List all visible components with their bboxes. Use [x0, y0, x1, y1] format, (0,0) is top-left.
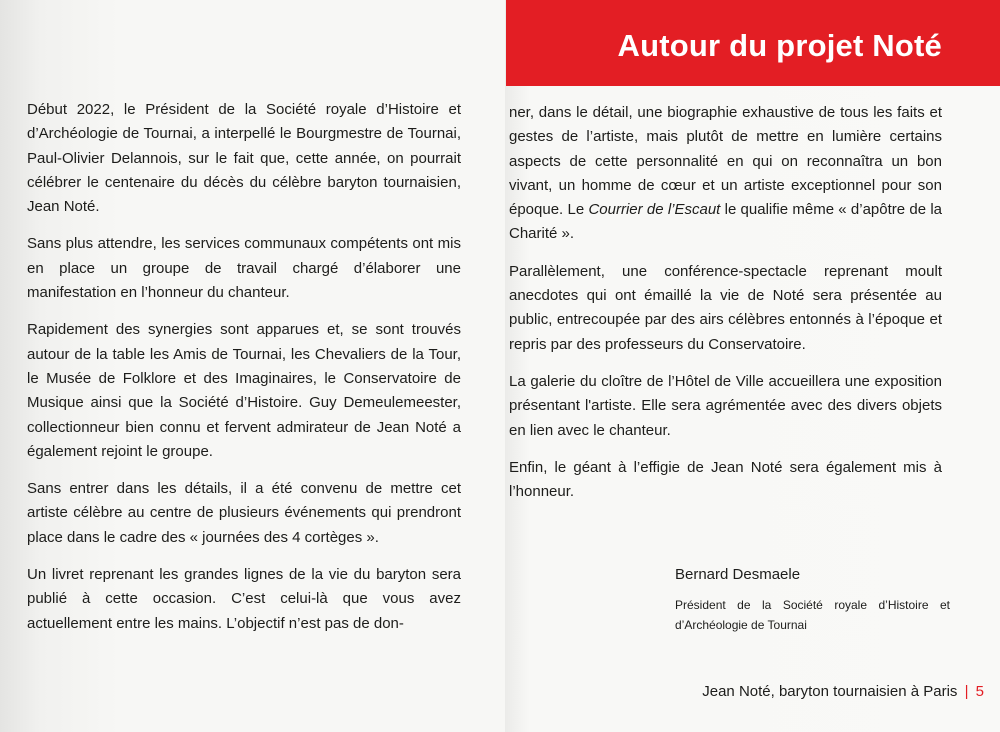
paragraph: Parallèlement, une conférence-spectacle reprenant moult anecdotes qui ont émaillé la vie de Noté sera présentée au public, entrecoupée par des airs célèbres entonnés à l’époque et repris par des professeurs du Conservatoire.	[509, 262, 942, 353]
title-banner	[506, 0, 1000, 86]
paragraph: Début 2022, le Président de la Société royale d’Histoire et d’Archéologie de Tournai, a interpellé le Bourgmestre de Tournai, Paul-Olivier Delannois, sur le fait que, cette année, on pourrait célébrer le centenaire du décès du célèbre baryton tournaisien, Jean Noté.	[27, 101, 461, 216]
paragraph: Sans plus attendre, les services communaux compétents ont mis en place un groupe de travail chargé d’élaborer une manifestation en l’honneur du chanteur.	[27, 235, 461, 302]
footer-separator: |	[964, 683, 969, 700]
paragraph-text: ner, dans le détail, une biographie exhaustive de tous les faits et gestes de l’artiste, mais plutôt de mettre en lumière certains aspects de cette personnalité en qui on reconnaîtra un bon vivant, un homme de cœur et un artiste exceptionnel pour son époque. Le	[509, 104, 942, 219]
paragraph-text: le qualifie même « d’apôtre de la Charité ».	[509, 201, 942, 243]
page-number: 5	[975, 683, 984, 700]
author-title: Président de la Société royale d’Histoire et d’Archéologie de Tournai	[675, 598, 950, 632]
newspaper-title: Courrier de l’Escaut	[588, 201, 721, 219]
page-footer	[702, 683, 984, 700]
paragraph	[509, 101, 942, 247]
left-column	[27, 98, 461, 649]
right-column	[509, 101, 942, 517]
paragraph: Sans entrer dans les détails, il a été convenu de mettre cet artiste célèbre au centre de plusieurs événements qui prendront place dans le cadre des « journées des 4 cortèges ».	[27, 480, 461, 546]
paragraph: Un livret reprenant les grandes lignes de la vie du baryton sera publié à cette occasion. C’est celui-là que vous avez actuellement entre les mains. L’objectif n’est pas de don-	[27, 566, 461, 632]
author-name: Bernard Desmaele	[675, 566, 801, 583]
book-title: Jean Noté, baryton tournaisien à Paris	[702, 683, 958, 700]
paragraph: Rapidement des synergies sont apparues et, se sont trouvés autour de la table les Amis de Tournai, les Chevaliers de la Tour, le Musée de Folklore et des Imaginaires, le Conservatoire de Musique ainsi que la Société d’Histoire. Guy Demeulemeester, collectionneur bien connu et fervent admirateur de Jean Noté a également rejoint le groupe.	[27, 321, 461, 460]
page-title: Autour du projet Noté	[617, 28, 942, 63]
paragraph: La galerie du cloître de l’Hôtel de Ville accueillera une exposition présentant l'artiste. Elle sera agrémentée avec des divers objets en lien avec le chanteur.	[509, 372, 942, 439]
signature-block	[675, 566, 950, 635]
paragraph: Enfin, le géant à l’effigie de Jean Noté sera également mis à l’honneur.	[509, 458, 942, 501]
